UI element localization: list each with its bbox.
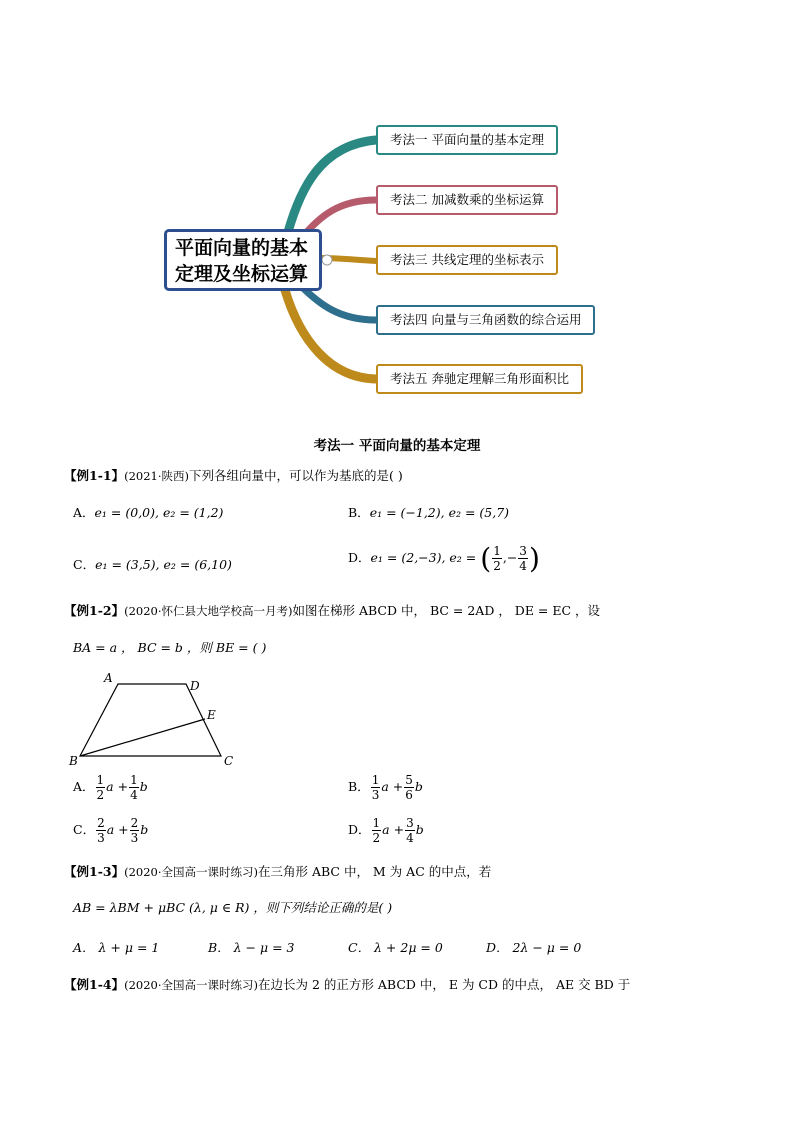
- example-source: (2020·怀仁县大地学校高一月考): [124, 604, 293, 618]
- mindmap-branch-5: 考法五 奔驰定理解三角形面积比: [376, 364, 583, 394]
- example-question: 如图在梯形 ABCD 中， BC = 2AD ， DE = EC ，设: [292, 603, 601, 618]
- option-c: [73, 555, 232, 573]
- example-question: 在边长为 2 的正方形 ABCD 中， E 为 CD 的中点， AE 交 BD 于: [258, 977, 631, 992]
- example-1-2: [64, 601, 600, 619]
- option-c: C． λ + 2μ = 0: [348, 940, 443, 955]
- example-label: 【例1-3】: [64, 864, 125, 879]
- point-label-b: B: [69, 754, 78, 768]
- option-text: e₁ = (3,5), e₂ = (6,10): [95, 557, 232, 572]
- branch-connector-1: [288, 140, 376, 232]
- fraction: $\frac{2}{3}$: [130, 816, 139, 845]
- option-term: a +: [381, 779, 404, 794]
- option-b: [348, 773, 423, 802]
- option-letter: B．: [348, 505, 370, 520]
- root-line-2: 定理及坐标运算: [175, 263, 309, 285]
- root-handle: [322, 255, 332, 265]
- option-b: [348, 503, 509, 521]
- option-letter: C．: [73, 557, 96, 572]
- example-1-4: [64, 975, 630, 993]
- mindmap-branch-2: 考法二 加减数乘的坐标运算: [376, 185, 558, 215]
- point-label-c: C: [224, 754, 234, 768]
- fraction: $\frac{1}{2}$: [372, 816, 381, 845]
- mindmap-branch-1: 考法一 平面向量的基本定理: [376, 125, 558, 155]
- branch-connector-5: [285, 290, 376, 379]
- example-label: 【例1-1】: [64, 468, 125, 483]
- point-label-e: E: [207, 708, 216, 722]
- example-source: (2020·全国高一课时练习): [124, 978, 258, 992]
- fraction: $\frac{1}{4}$: [130, 773, 138, 802]
- option-term: b: [139, 779, 148, 794]
- fraction: $\frac{1}{2}$: [493, 544, 501, 573]
- example-source: (2021·陕西): [124, 469, 189, 483]
- example-label: 【例1-4】: [64, 977, 125, 992]
- option-term: b: [415, 822, 424, 837]
- option-c: [73, 816, 148, 845]
- option-term: b: [140, 822, 149, 837]
- example-question-line-2: AB = λBM + μBC (λ, μ ∈ R) ，则下列结论正确的是( ): [73, 900, 393, 915]
- fraction: $\frac{3}{4}$: [406, 816, 414, 845]
- fraction: $\frac{2}{3}$: [97, 816, 105, 845]
- option-term: a +: [382, 822, 405, 837]
- root-line-1: 平面向量的基本: [175, 237, 309, 259]
- mindmap-branch-3: 考法三 共线定理的坐标表示: [376, 245, 558, 275]
- option-d: D． 2λ − μ = 0: [486, 940, 582, 955]
- option-text: e₁ = (2,−3), e₂ =: [370, 550, 477, 565]
- mindmap-branch-4: 考法四 向量与三角函数的综合运用: [376, 305, 595, 335]
- example-question-line-2: BA = a ， BC = b ，则 BE = ( ): [73, 640, 267, 655]
- point-label-a: A: [104, 671, 113, 685]
- mindmap-root: [164, 229, 322, 291]
- trapezoid-figure: [66, 668, 246, 770]
- example-1-1: [64, 466, 403, 484]
- option-letter: A．: [73, 779, 95, 794]
- option-a: [73, 503, 223, 521]
- point-label-d: D: [190, 679, 200, 693]
- example-label: 【例1-2】: [64, 603, 125, 618]
- option-term: a +: [106, 779, 129, 794]
- option-term: b: [414, 779, 423, 794]
- example-1-3: [64, 862, 491, 880]
- option-letter: D．: [348, 822, 371, 837]
- option-letter: C．: [73, 822, 96, 837]
- section-title: 考法一 平面向量的基本定理: [313, 438, 481, 454]
- fraction: $\frac{5}{6}$: [405, 773, 413, 802]
- option-letter: D．: [348, 550, 371, 565]
- fraction: $\frac{1}{2}$: [96, 773, 105, 802]
- option-text: e₁ = (0,0), e₂ = (1,2): [94, 505, 224, 520]
- option-letter: A．: [73, 505, 95, 520]
- example-question: 在三角形 ABC 中， M 为 AC 的中点，若: [258, 864, 492, 879]
- option-term: a +: [106, 822, 129, 837]
- option-b: B． λ − μ = 3: [208, 940, 295, 955]
- option-a: A． λ + μ = 1: [73, 940, 160, 955]
- option-letter: B．: [348, 779, 370, 794]
- option-text: e₁ = (−1,2), e₂ = (5,7): [369, 505, 510, 520]
- option-d: [348, 816, 424, 845]
- example-question: 下列各组向量中，可以作为基底的是( ): [189, 468, 403, 483]
- fraction: $\frac{1}{3}$: [371, 773, 380, 802]
- fraction: $\frac{3}{4}$: [519, 544, 527, 573]
- option-d: D．e₁ = (2,−3), e₂ = ( $\frac{1}{2}$ ,− $\frac{3}{4}$ ): [348, 542, 540, 575]
- example-source: (2020·全国高一课时练习): [124, 865, 258, 879]
- option-a: [73, 773, 148, 802]
